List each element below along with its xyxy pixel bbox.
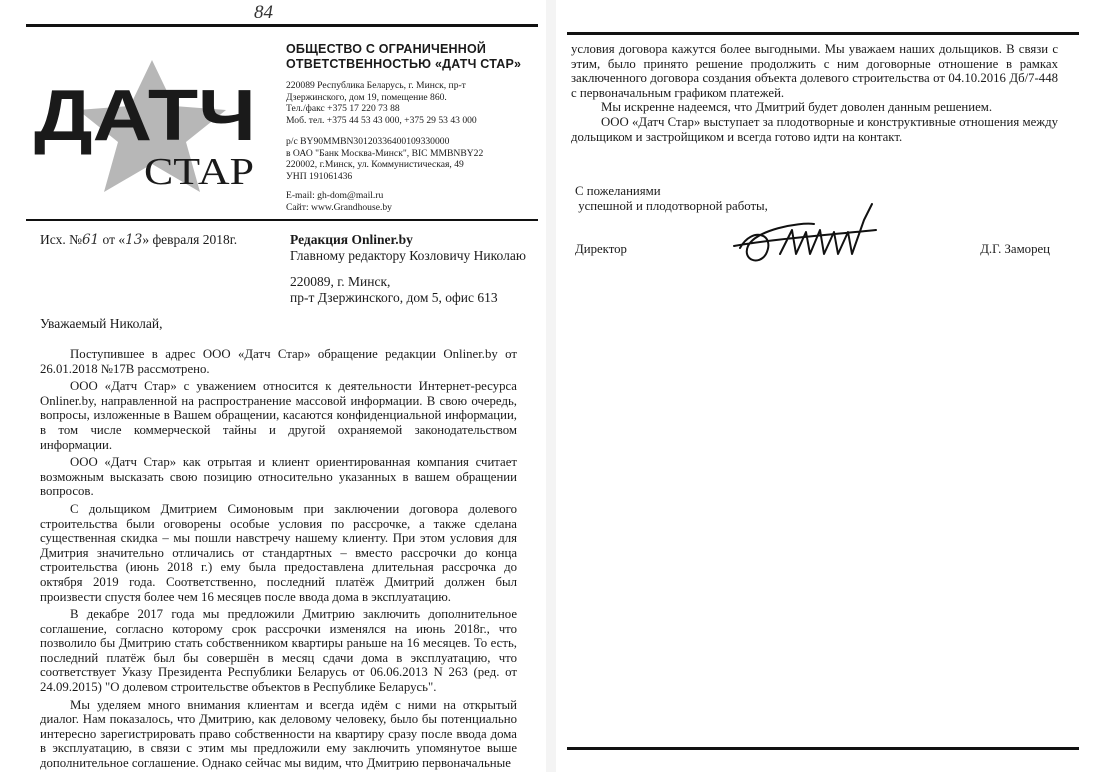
page-gap [546, 0, 556, 772]
header-top-rule [26, 24, 538, 27]
paragraph: С дольщиком Дмитрием Симоновым при заключении договора долевого строительства были оговорены особые условия по рассрочке, а также сделана существенная скидка – мы пошли навстречу нашему клиенту. При этом условия для Дмитрия значительно отличались от стандартных – вместо рассрочки до конца строительства (июнь 2018 г.) ему была предоставлена длительная рассрочка до октября 2019 года. Соответственно, последний платёж Дмитрий должен был произвести спустя более чем 16 месяцев после ввода дома в эксплуатацию. [40, 501, 517, 604]
paragraph: условия договора кажутся более выгодными. Мы уважаем наших дольщиков. В связи с этим, было принято решение продолжить с ним договорные отношение в рамках заключенного договора создания объекта долевого строительства от 04.10.2016 Дб/7-448 с первоначальным графиком платежей. [571, 42, 1058, 100]
company-bank-details: р/с BY90MMBN30120336400109330000 в ОАО "Банк Москва-Минск", BIC MMBNBY22 220002, г.Минск, ул. Коммунистическая, 49 УНП 191061436 [286, 136, 484, 182]
greeting: Уважаемый Николай, [40, 316, 163, 331]
outgoing-reference: Исх. №61 от «13» февраля 2018г. [40, 232, 238, 248]
paragraph: Поступившее в адрес ООО «Датч Стар» обращение редакции Onliner.by от 26.01.2018 №17В рассмотрено. [40, 347, 517, 376]
svg-text:ДАТЧ: ДАТЧ [34, 76, 256, 156]
paragraph: В декабре 2017 года мы предложили Дмитрию заключить дополнительное соглашение, согласно которому срок рассрочки изменялся на июнь 2018г., что позволило бы Дмитрию стать собственником квартиры раньше на 16 месяцев. То есть, последний платёж был бы совершён в месяц сдачи дома в эксплуатацию, что соответствует Указу Президента Республики Беларусь от 06.06.2013 N 263 (ред. от 24.09.2015) "О долевом строительстве объектов в Республике Беларусь". [40, 607, 517, 695]
svg-text:СТАР: СТАР [144, 151, 254, 193]
paragraph: Мы искренне надеемся, что Дмитрий будет доволен данным решением. [601, 100, 993, 115]
page2-top-rule [567, 32, 1079, 35]
company-address: 220089 Республика Беларусь, г. Минск, пр-т Дзержинского, дом 19, помещение 860. Тел./факс +375 17 220 73 88 Моб. тел. +375 44 53 43 000, +375 29 53 43 000 [286, 80, 477, 126]
paragraph: ООО «Датч Стар» с уважением относится к деятельности Интернет-ресурса Onliner.by, направленной на распространение массовой информации. В свою очередь, вопросы, изложенные в Вашем обращении, касаются конфиденциальной информации, в том числе коммерческой тайны и другой охраняемой законодательством информации. [40, 379, 517, 452]
letter-body-continued [571, 42, 1058, 144]
closing: С пожеланиями успешной и плодотворной работы, [575, 184, 768, 213]
handwritten-page-number: 84 [254, 2, 273, 23]
signature [726, 196, 906, 276]
paragraph: ООО «Датч Стар» как отрытая и клиент ориентированная компания считает возможным высказать свою позицию относительно указанных в вашем обращении вопросов. [40, 455, 517, 499]
signer-name: Д.Г. Заморец [980, 242, 1050, 256]
letter-body [40, 347, 517, 771]
page2-bottom-rule [567, 747, 1079, 750]
paragraph: Мы уделяем много внимания клиентам и всегда идём с ними на открытый диалог. Нам показалось, что Дмитрию, как деловому человеку, было бы потенциально интересно зарегистрировать право собственности на квартиру сразу после ввода дома в эксплуатацию, в связи с этим мы предложили ему заключить упомянутое выше дополнительное соглашение. Однако сейчас мы видим, что Дмитрию первоначальные [40, 697, 517, 771]
signer-position: Директор [575, 242, 627, 256]
company-logo [34, 58, 264, 198]
addressee-block: Редакция Onliner.by Главному редактору Козловичу Николаю 220089, г. Минск, пр-т Дзержинского, дом 5, офис 613 [290, 232, 526, 305]
company-contacts: E-mail: gh-dom@mail.ru Сайт: www.Grandhouse.by [286, 190, 392, 213]
paragraph: ООО «Датч Стар» выступает за плодотворные и конструктивные отношения между дольщиком и застройщиком и всегда готово идти на контакт. [571, 114, 1058, 144]
letter-page-2 [556, 0, 1100, 772]
company-name: ОБЩЕСТВО С ОГРАНИЧЕННОЙ ОТВЕТСТВЕННОСТЬЮ «ДАТЧ СТАР» [286, 42, 522, 71]
letter-page-1 [0, 0, 546, 772]
header-bottom-rule [26, 219, 538, 221]
